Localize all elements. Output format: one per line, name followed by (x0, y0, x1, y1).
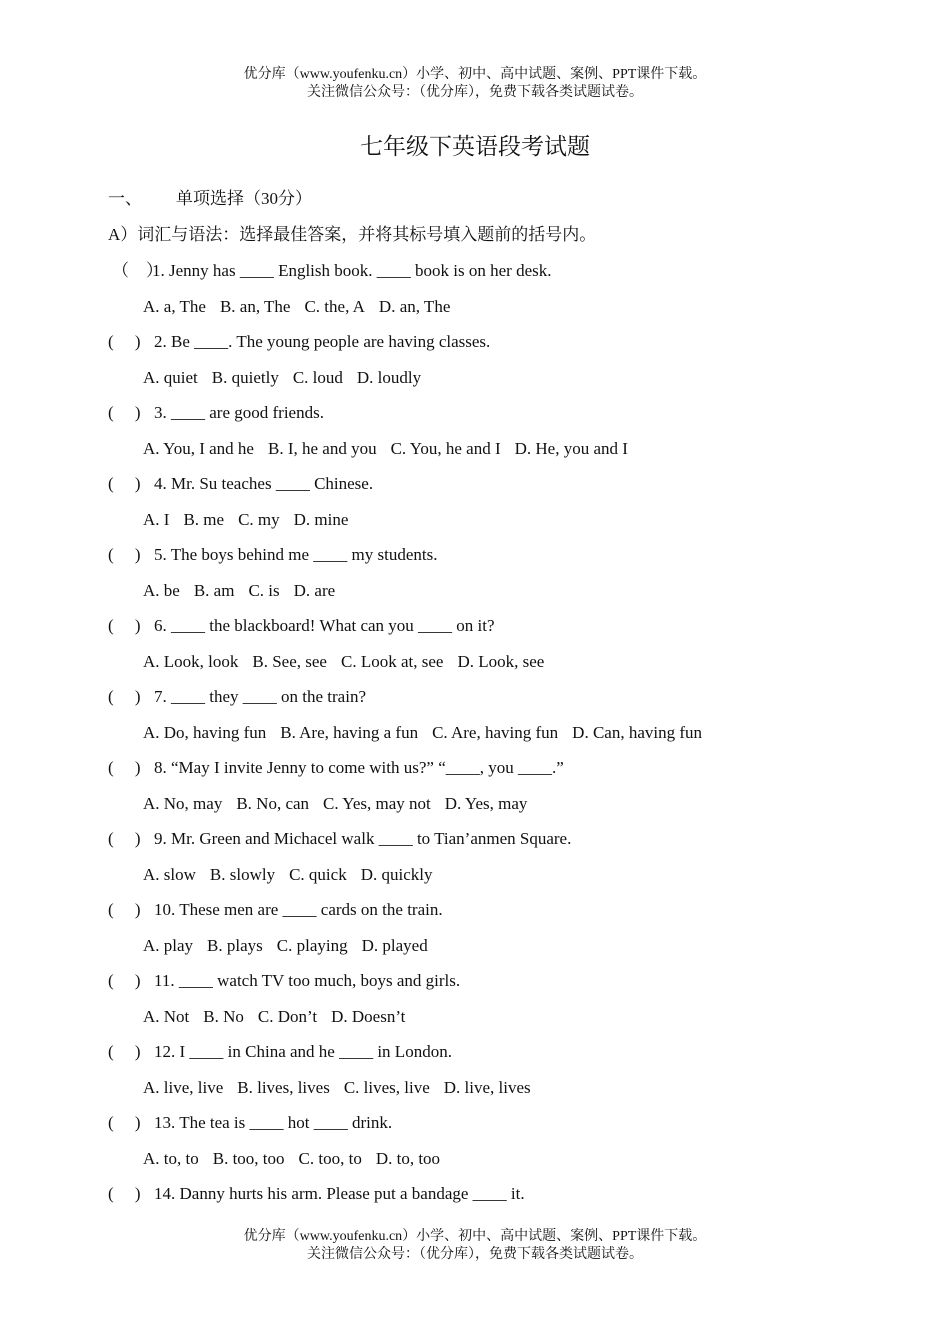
question-text: 6. ____ the blackboard! What can you ____ on it? (154, 616, 495, 635)
question-stem (108, 826, 888, 862)
question-stem (108, 684, 888, 720)
question-stem (108, 968, 888, 1004)
option-a: A. live, live (143, 1077, 224, 1097)
question-text: 8. “May I invite Jenny to come with us?” “____, you ____.” (154, 758, 564, 777)
option-a: A. Not (143, 1006, 190, 1026)
option-b: B. me (183, 509, 225, 529)
option-b: B. Are, having a fun (280, 722, 419, 742)
option-c: C. loud (292, 367, 343, 387)
option-c: C. Don’t (257, 1006, 318, 1026)
question-stem (108, 1181, 888, 1217)
option-c: C. is (248, 580, 280, 600)
question-options (108, 365, 888, 401)
footer-line-2: 关注微信公众号：（优分库），免费下载各类试题试卷。 (307, 1247, 643, 1262)
option-d: D. an, The (378, 296, 451, 316)
option-c: C. the, A (304, 296, 365, 316)
document-title: 七年级下英语段考试题 (360, 134, 590, 159)
question-stem (108, 258, 888, 294)
question-options (108, 1146, 888, 1182)
answer-bracket: （ ） (112, 261, 163, 280)
option-c: C. Yes, may not (323, 793, 431, 813)
instruction-text: A）词汇与语法：选择最佳答案，并将其标号填入题前的括号内。 (108, 225, 597, 244)
question-stem (108, 1110, 888, 1146)
section-number: 一、 (108, 189, 142, 208)
option-d: D. Yes, may (444, 793, 528, 813)
question-stem (108, 897, 888, 933)
question-text: 11. ____ watch TV too much, boys and girls. (154, 971, 461, 990)
question-options (108, 294, 888, 330)
question-text: 2. Be ____. The young people are having classes. (154, 332, 491, 351)
option-a: A. quiet (143, 367, 198, 387)
question-text: 3. ____ are good friends. (154, 403, 324, 422)
question-options (108, 507, 888, 543)
option-c: C. Are, having fun (432, 722, 559, 742)
option-b: B. See, see (252, 651, 327, 671)
option-b: B. I, he and you (267, 438, 377, 458)
option-d: D. loudly (356, 367, 422, 387)
option-c: C. my (238, 509, 280, 529)
question-text: 7. ____ they ____ on the train? (154, 687, 366, 706)
option-a: A. slow (143, 864, 196, 884)
option-b: B. quietly (211, 367, 279, 387)
answer-bracket: ( ) (108, 332, 141, 351)
option-d: D. Look, see (457, 651, 545, 671)
answer-bracket: ( ) (108, 474, 141, 493)
option-d: D. to, too (375, 1148, 441, 1168)
option-b: B. No, can (236, 793, 310, 813)
option-b: B. am (193, 580, 235, 600)
option-d: D. are (293, 580, 336, 600)
answer-bracket: ( ) (108, 971, 141, 990)
option-a: A. a, The (143, 296, 206, 316)
question-stem (108, 329, 888, 365)
question-text: 9. Mr. Green and Michacel walk ____ to Tian’anmen Square. (154, 829, 572, 848)
header-line-2: 关注微信公众号：（优分库），免费下载各类试题试卷。 (307, 85, 643, 100)
page-footer (0, 1228, 950, 1264)
answer-bracket: ( ) (108, 1042, 141, 1061)
question-stem (108, 1039, 888, 1075)
answer-bracket: ( ) (108, 1113, 141, 1132)
option-d: D. Doesn’t (331, 1006, 406, 1026)
page-header (0, 66, 950, 102)
option-c: C. Look at, see (340, 651, 444, 671)
section-title: 单项选择（30分） (176, 189, 312, 208)
answer-bracket: ( ) (108, 687, 141, 706)
question-stem (108, 613, 888, 649)
question-list (108, 258, 888, 1217)
question-options (108, 1075, 888, 1111)
question-options (108, 649, 888, 685)
option-b: B. an, The (219, 296, 291, 316)
option-d: D. played (361, 935, 428, 955)
option-c: C. quick (289, 864, 347, 884)
option-d: D. mine (293, 509, 349, 529)
question-text: 1. Jenny has ____ English book. ____ book is on her desk. (152, 261, 552, 280)
footer-line-1: 优分库（www.youfenku.cn）小学、初中、高中试题、案例、PPT课件下载。 (243, 1229, 707, 1244)
option-a: A. to, to (143, 1148, 199, 1168)
question-options (108, 933, 888, 969)
question-options (108, 791, 888, 827)
option-b: B. lives, lives (237, 1077, 330, 1097)
question-text: 10. These men are ____ cards on the train. (154, 900, 443, 919)
option-a: A. be (143, 580, 180, 600)
answer-bracket: ( ) (108, 616, 141, 635)
option-b: B. No (203, 1006, 244, 1026)
option-d: D. He, you and I (514, 438, 628, 458)
question-text: 12. I ____ in China and he ____ in London. (154, 1042, 452, 1061)
option-b: B. too, too (212, 1148, 285, 1168)
answer-bracket: ( ) (108, 545, 141, 564)
option-a: A. I (143, 509, 170, 529)
option-b: B. plays (207, 935, 263, 955)
question-text: 4. Mr. Su teaches ____ Chinese. (154, 474, 374, 493)
option-a: A. No, may (143, 793, 223, 813)
question-options (108, 862, 888, 898)
option-a: A. You, I and he (143, 438, 254, 458)
question-text: 14. Danny hurts his arm. Please put a bandage ____ it. (154, 1184, 525, 1203)
question-stem (108, 400, 888, 436)
question-options (108, 720, 888, 756)
option-d: D. Can, having fun (572, 722, 703, 742)
option-c: C. too, to (298, 1148, 362, 1168)
question-text: 5. The boys behind me ____ my students. (154, 545, 438, 564)
answer-bracket: ( ) (108, 829, 141, 848)
option-c: C. You, he and I (390, 438, 501, 458)
option-a: A. play (143, 935, 194, 955)
answer-bracket: ( ) (108, 403, 141, 422)
question-stem (108, 755, 888, 791)
header-line-1: 优分库（www.youfenku.cn）小学、初中、高中试题、案例、PPT课件下载。 (243, 67, 707, 82)
question-text: 13. The tea is ____ hot ____ drink. (154, 1113, 393, 1132)
answer-bracket: ( ) (108, 758, 141, 777)
option-c: C. playing (276, 935, 348, 955)
answer-bracket: ( ) (108, 1184, 141, 1203)
answer-bracket: ( ) (108, 900, 141, 919)
option-c: C. lives, live (343, 1077, 430, 1097)
question-options (108, 436, 888, 472)
question-stem (108, 542, 888, 578)
option-d: D. live, lives (443, 1077, 531, 1097)
question-options (108, 578, 888, 614)
option-d: D. quickly (360, 864, 433, 884)
question-options (108, 1004, 888, 1040)
option-b: B. slowly (209, 864, 276, 884)
option-a: A. Do, having fun (143, 722, 267, 742)
question-stem (108, 471, 888, 507)
option-a: A. Look, look (143, 651, 239, 671)
section-heading (108, 186, 312, 212)
